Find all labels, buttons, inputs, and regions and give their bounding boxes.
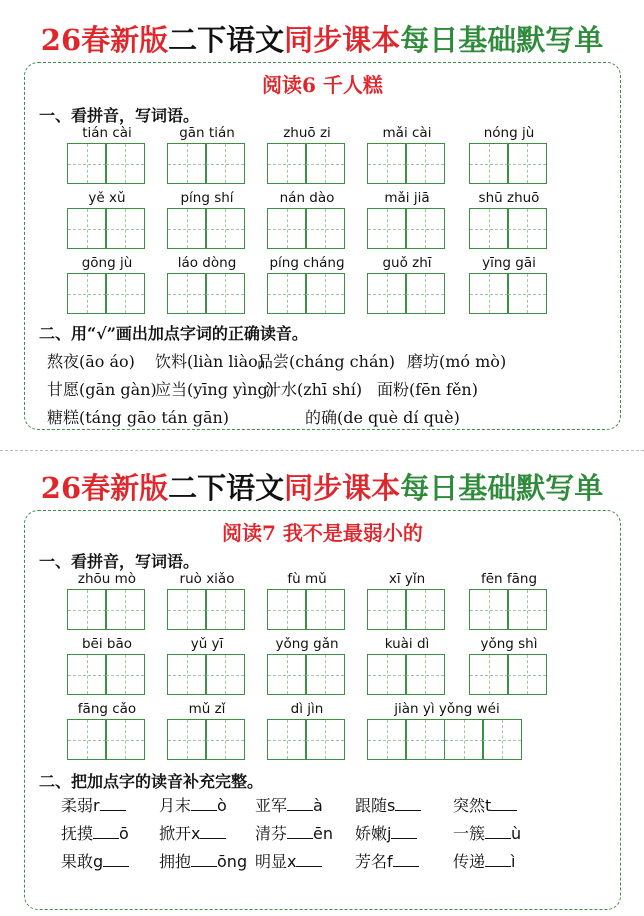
- pinyin-label: mǎi jiā: [384, 190, 430, 206]
- writing-cell[interactable]: [482, 719, 522, 760]
- answer-blank[interactable]: [491, 796, 517, 811]
- writing-box[interactable]: [469, 654, 546, 695]
- pinyin-label: mǔ zǐ: [188, 701, 226, 717]
- writing-cell[interactable]: [367, 589, 407, 630]
- fill-word: 传递: [453, 852, 486, 871]
- writing-cell[interactable]: [367, 208, 407, 249]
- writing-cell[interactable]: [507, 273, 547, 314]
- pinyin-label: nán dào: [279, 190, 335, 206]
- writing-cell[interactable]: [469, 654, 509, 695]
- writing-box[interactable]: [267, 208, 344, 249]
- question-2-heading: 二、把加点字的读音补充完整。: [39, 772, 264, 791]
- fill-in-item[interactable]: [159, 793, 227, 816]
- answer-blank[interactable]: [191, 796, 217, 811]
- writing-box[interactable]: [367, 208, 444, 249]
- title-subject: 二下语文: [168, 23, 285, 57]
- writing-cell[interactable]: [469, 273, 509, 314]
- writing-cell[interactable]: [67, 719, 107, 760]
- fill-word: 亚军: [255, 796, 288, 815]
- writing-cell[interactable]: [507, 654, 547, 695]
- title-daily: 每日基础默写单: [400, 471, 604, 505]
- question-1-heading: 一、看拼音，写词语。: [39, 552, 200, 571]
- pinyin-label: píng chánɡ: [269, 255, 345, 271]
- fill-prefix: g: [93, 852, 104, 871]
- worksheet-frame: [24, 510, 621, 910]
- writing-box[interactable]: [367, 273, 444, 314]
- writing-cell[interactable]: [205, 589, 245, 630]
- answer-blank[interactable]: [287, 824, 313, 839]
- fill-word: 娇嫩: [355, 824, 388, 843]
- writing-cell[interactable]: [67, 208, 107, 249]
- fill-word: 明显: [255, 852, 288, 871]
- writing-cell[interactable]: [67, 143, 107, 184]
- writing-cell[interactable]: [205, 654, 245, 695]
- fill-prefix: x: [287, 852, 297, 871]
- fill-word: 掀开: [159, 824, 192, 843]
- pinyin-label: kuài dì: [384, 636, 430, 652]
- writing-cell[interactable]: [367, 273, 407, 314]
- writing-cell[interactable]: [444, 719, 484, 760]
- pinyin-label: xī yǐn: [388, 571, 426, 587]
- writing-cell[interactable]: [367, 654, 407, 695]
- writing-box[interactable]: [267, 143, 344, 184]
- pinyin-label: tián cài: [82, 125, 132, 141]
- worksheet-title: [0, 466, 644, 507]
- writing-cell[interactable]: [267, 654, 307, 695]
- pinyin-label: yǔ yī: [190, 636, 224, 652]
- writing-cell[interactable]: [267, 719, 307, 760]
- fill-word: 跟随: [355, 796, 388, 815]
- fill-suffix: ò: [217, 796, 227, 815]
- writing-cell[interactable]: [305, 143, 345, 184]
- writing-cell[interactable]: [405, 589, 445, 630]
- writing-box[interactable]: [267, 273, 344, 314]
- fill-word: 芳名: [355, 852, 388, 871]
- writing-box[interactable]: [167, 719, 244, 760]
- title-sync: 同步课本: [284, 23, 401, 57]
- reading-choice-item[interactable]: 应当(yīng yìng): [155, 380, 274, 399]
- fill-word: 突然: [453, 796, 486, 815]
- title-edition: 26春新版: [40, 471, 169, 505]
- pinyin-label: gān tián: [179, 125, 235, 141]
- pinyin-label: zhuō zi: [283, 125, 331, 141]
- worksheet-1: [0, 0, 644, 450]
- fill-word: 柔弱: [61, 796, 94, 815]
- writing-box[interactable]: [167, 273, 244, 314]
- pinyin-label: nóng jù: [483, 125, 535, 141]
- writing-cell[interactable]: [367, 143, 407, 184]
- writing-box[interactable]: [469, 273, 546, 314]
- writing-cell[interactable]: [105, 589, 145, 630]
- fill-prefix: t: [485, 796, 492, 815]
- writing-box[interactable]: [469, 208, 546, 249]
- writing-box[interactable]: [367, 719, 521, 760]
- fill-in-item[interactable]: [355, 793, 421, 816]
- question-1-heading: 一、看拼音，写词语。: [39, 106, 200, 125]
- lesson-title: 阅读7 我不是最弱小的: [222, 521, 423, 545]
- fill-word: 拥抱: [159, 852, 192, 871]
- writing-box[interactable]: [67, 589, 144, 630]
- answer-blank[interactable]: [391, 824, 417, 839]
- writing-cell[interactable]: [205, 143, 245, 184]
- writing-cell[interactable]: [507, 143, 547, 184]
- fill-prefix: f: [387, 852, 393, 871]
- writing-cell[interactable]: [469, 208, 509, 249]
- writing-cell[interactable]: [267, 143, 307, 184]
- writing-box[interactable]: [469, 589, 546, 630]
- fill-in-item[interactable]: [355, 821, 417, 844]
- answer-blank[interactable]: [191, 852, 217, 867]
- fill-word: 清芬: [255, 824, 288, 843]
- writing-cell[interactable]: [469, 589, 509, 630]
- writing-box[interactable]: [67, 654, 144, 695]
- fill-prefix: j: [387, 824, 392, 843]
- worksheet-frame: [24, 62, 621, 430]
- writing-box[interactable]: [67, 719, 144, 760]
- writing-cell[interactable]: [167, 208, 207, 249]
- writing-box[interactable]: [167, 208, 244, 249]
- writing-cell[interactable]: [205, 719, 245, 760]
- fill-in-item[interactable]: [61, 821, 129, 844]
- pinyin-label: láo dòng: [177, 255, 237, 271]
- fill-suffix: ì: [511, 852, 516, 871]
- pinyin-label: mǎi cài: [382, 125, 432, 141]
- answer-blank[interactable]: [395, 796, 421, 811]
- writing-box[interactable]: [67, 273, 144, 314]
- writing-box[interactable]: [167, 654, 244, 695]
- worksheet-2: [0, 450, 644, 916]
- fill-in-item[interactable]: [255, 821, 333, 844]
- writing-cell[interactable]: [305, 654, 345, 695]
- writing-cell[interactable]: [405, 208, 445, 249]
- fill-in-item[interactable]: [255, 849, 322, 872]
- pinyin-label: dì jìn: [290, 701, 324, 717]
- writing-cell[interactable]: [205, 273, 245, 314]
- writing-cell[interactable]: [267, 589, 307, 630]
- writing-cell[interactable]: [267, 208, 307, 249]
- writing-cell[interactable]: [205, 208, 245, 249]
- writing-box[interactable]: [67, 208, 144, 249]
- writing-box[interactable]: [267, 719, 344, 760]
- fill-in-item[interactable]: [355, 849, 419, 872]
- fill-word: 果敢: [61, 852, 94, 871]
- writing-cell[interactable]: [405, 654, 445, 695]
- fill-in-item[interactable]: [61, 793, 126, 816]
- fill-suffix: ù: [511, 824, 522, 843]
- writing-box[interactable]: [367, 589, 444, 630]
- pinyin-label: fēn fāng: [480, 571, 538, 587]
- writing-box[interactable]: [469, 143, 546, 184]
- writing-cell[interactable]: [305, 589, 345, 630]
- fill-word: 抚摸: [61, 824, 94, 843]
- fill-prefix: x: [191, 824, 201, 843]
- fill-suffix: ō: [119, 824, 129, 843]
- answer-blank[interactable]: [485, 824, 511, 839]
- fill-in-item[interactable]: [453, 793, 517, 816]
- fill-suffix: ōng: [217, 852, 248, 871]
- pinyin-label: bēi bāo: [81, 636, 133, 652]
- writing-box[interactable]: [367, 654, 444, 695]
- fill-suffix: ēn: [313, 824, 333, 843]
- answer-blank[interactable]: [103, 852, 129, 867]
- writing-cell[interactable]: [267, 273, 307, 314]
- reading-choice-item[interactable]: 熬夜(āo áo): [47, 352, 135, 371]
- answer-blank[interactable]: [93, 824, 119, 839]
- writing-cell[interactable]: [507, 208, 547, 249]
- pinyin-label: ruò xiǎo: [179, 571, 235, 587]
- fill-in-item[interactable]: [61, 849, 129, 872]
- writing-box[interactable]: [267, 589, 344, 630]
- answer-blank[interactable]: [485, 852, 511, 867]
- fill-in-item[interactable]: [159, 849, 247, 872]
- writing-cell[interactable]: [167, 654, 207, 695]
- pinyin-label: shū zhuō: [478, 190, 540, 206]
- pinyin-label: yīng gāi: [482, 255, 536, 271]
- writing-cell[interactable]: [105, 654, 145, 695]
- pinyin-label: yǒng gǎn: [275, 636, 339, 652]
- writing-box[interactable]: [167, 143, 244, 184]
- writing-cell[interactable]: [167, 589, 207, 630]
- fill-prefix: r: [93, 796, 100, 815]
- pinyin-label: píng shí: [180, 190, 234, 206]
- writing-cell[interactable]: [167, 143, 207, 184]
- fill-in-item[interactable]: [159, 821, 226, 844]
- writing-cell[interactable]: [67, 589, 107, 630]
- question-2-heading: 二、用“√”画出加点字词的正确读音。: [39, 324, 308, 343]
- fill-in-item[interactable]: [255, 793, 323, 816]
- lesson-title: 阅读6 千人糕: [262, 73, 383, 97]
- answer-blank[interactable]: [393, 852, 419, 867]
- answer-blank[interactable]: [200, 824, 226, 839]
- reading-choice-item[interactable]: 的确(de què dí què): [305, 408, 460, 427]
- fill-suffix: à: [313, 796, 323, 815]
- title-daily: 每日基础默写单: [400, 23, 604, 57]
- reading-choice-item[interactable]: 甘愿(gān gàn): [47, 380, 157, 399]
- title-edition: 26春新版: [40, 23, 169, 57]
- writing-cell[interactable]: [367, 719, 407, 760]
- writing-cell[interactable]: [305, 719, 345, 760]
- pinyin-label: fāng cǎo: [77, 701, 137, 717]
- reading-choice-item[interactable]: 面粉(fēn fěn): [377, 380, 478, 399]
- pinyin-label: yě xǔ: [88, 190, 126, 206]
- pinyin-label: gōng jù: [81, 255, 133, 271]
- fill-prefix: s: [387, 796, 396, 815]
- answer-blank[interactable]: [287, 796, 313, 811]
- writing-cell[interactable]: [67, 654, 107, 695]
- worksheet-title: [0, 18, 644, 59]
- fill-word: 月末: [159, 796, 192, 815]
- writing-cell[interactable]: [105, 208, 145, 249]
- writing-cell[interactable]: [105, 143, 145, 184]
- writing-cell[interactable]: [167, 719, 207, 760]
- reading-choice-item[interactable]: 饮料(liàn liào): [155, 352, 265, 371]
- fill-word: 一簇: [453, 824, 486, 843]
- writing-cell[interactable]: [405, 143, 445, 184]
- writing-cell[interactable]: [305, 273, 345, 314]
- writing-cell[interactable]: [469, 143, 509, 184]
- writing-cell[interactable]: [405, 719, 445, 760]
- writing-cell[interactable]: [507, 589, 547, 630]
- reading-choice-item[interactable]: 汁水(zhī shí): [265, 380, 363, 399]
- writing-cell[interactable]: [105, 273, 145, 314]
- writing-box[interactable]: [167, 589, 244, 630]
- writing-cell[interactable]: [67, 273, 107, 314]
- writing-box[interactable]: [67, 143, 144, 184]
- reading-choice-item[interactable]: 糖糕(táng gāo tán gān): [47, 408, 230, 427]
- writing-cell[interactable]: [405, 273, 445, 314]
- writing-cell[interactable]: [167, 273, 207, 314]
- reading-choice-item[interactable]: 磨坊(mó mò): [407, 352, 507, 371]
- writing-cell[interactable]: [105, 719, 145, 760]
- pinyin-label: yǒng shì: [480, 636, 538, 652]
- title-subject: 二下语文: [168, 471, 285, 505]
- writing-box[interactable]: [367, 143, 444, 184]
- answer-blank[interactable]: [296, 852, 322, 867]
- pinyin-label: zhōu mò: [77, 571, 137, 587]
- fill-in-item[interactable]: [453, 849, 515, 872]
- writing-cell[interactable]: [305, 208, 345, 249]
- title-sync: 同步课本: [284, 471, 401, 505]
- answer-blank[interactable]: [100, 796, 126, 811]
- pinyin-label: fù mǔ: [287, 571, 327, 587]
- fill-in-item[interactable]: [453, 821, 521, 844]
- pinyin-label: jiàn yì yǒng wéi: [394, 701, 500, 717]
- writing-box[interactable]: [267, 654, 344, 695]
- reading-choice-item[interactable]: 品尝(cháng chán): [257, 352, 396, 371]
- pinyin-label: guǒ zhī: [382, 255, 432, 271]
